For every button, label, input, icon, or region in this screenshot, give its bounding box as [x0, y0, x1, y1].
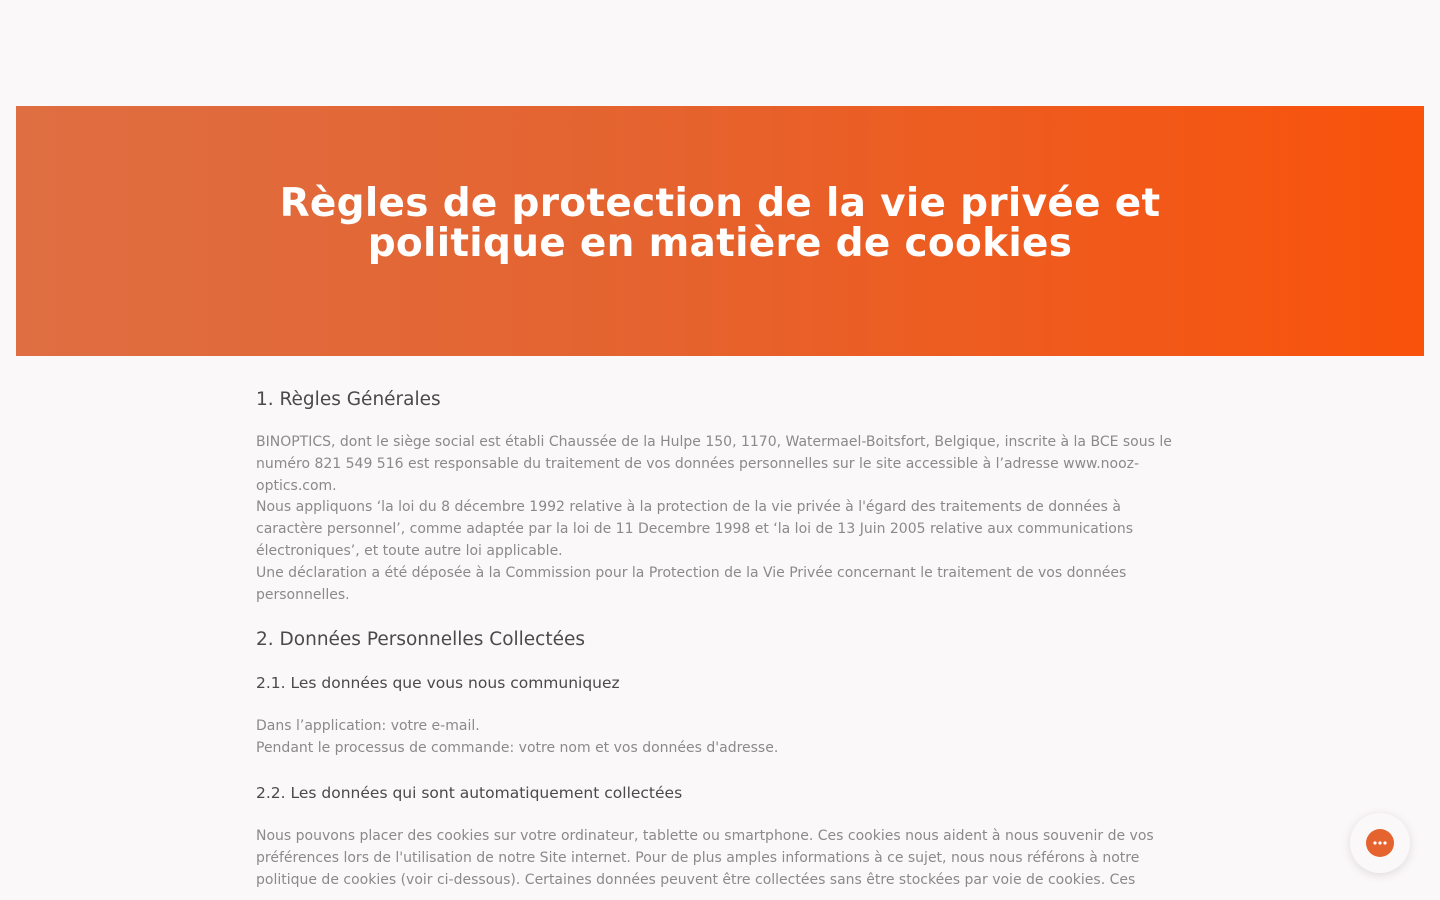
policy-content	[256, 380, 1186, 891]
data-you-provide-paragraph-2: Pendant le processus de commande: votre nom et vos données d'adresse.	[256, 740, 779, 757]
general-rules-paragraph-2: Nous appliquons ‘la loi du 8 décembre 1992 relative à la protection de la vie privée à l'égard des traitements de données à caractère personnel’, comme adaptée par la loi de 11 Decembre 1998 et ‘la loi de 13 Juin 2005 relative aux communications électroniques’, et toute autre loi applicable.	[256, 499, 1133, 559]
general-rules-paragraph-3: Une déclaration a été déposée à la Commission pour la Protection de la Vie Privée concernant le traitement de vos données personnelles.	[256, 564, 1127, 603]
hero-banner	[16, 106, 1424, 356]
subsection-heading-auto-collected-data: 2.2. Les données qui sont automatiquement collectées	[256, 783, 683, 802]
data-you-provide-paragraph-1: Dans l’application: votre e-mail.	[256, 718, 480, 735]
subsection-heading-data-you-provide: 2.1. Les données que vous nous communiquez	[256, 674, 620, 693]
auto-collected-data-paragraph-1: Nous pouvons placer des cookies sur votre ordinateur, tablette ou smartphone. Ces cookies nous aident à nous souvenir de vos préférences lors de l'utilisation de notre Site internet. Pour de plus amples informations à ce sujet, nous nous référons à notre politique de cookies (voir ci-dessous). Certaines données peuvent être collectées sans être stockées par voie de cookies. Ces	[256, 827, 1154, 888]
top-navigation-bar	[0, 0, 1440, 106]
chat-bubble-icon	[1365, 828, 1395, 858]
section-heading-personal-data: 2. Données Personnelles Collectées	[256, 629, 586, 651]
chat-launcher-button[interactable]	[1350, 813, 1410, 873]
section-heading-general-rules: 1. Règles Générales	[256, 389, 441, 410]
page-title: Règles de protection de la vie privée et politique en matière de cookies	[279, 181, 1161, 266]
general-rules-paragraph-1: BINOPTICS, dont le siège social est établi Chaussée de la Hulpe 150, 1170, Watermael-Boitsfort, Belgique, inscrite à la BCE sous le numéro 821 549 516 est responsable du traitement de vos données personnelles sur le site accessible à l’adresse www.nooz-optics.com.	[256, 434, 1172, 494]
